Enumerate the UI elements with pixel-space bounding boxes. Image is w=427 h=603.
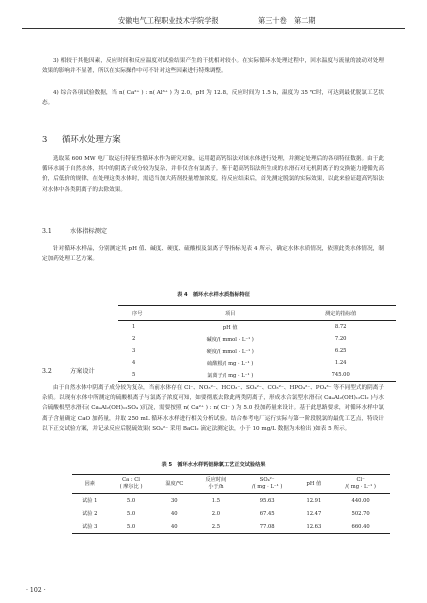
subsection-title: 水体指标测定 [70, 228, 108, 235]
paragraph-section-3-1: 针对循环水样品，分别测定其 pH 值、碱度、硬度、硫酸根及氯离子等指标见表 4 所示，确定水体水质情况，依照此类水体情况，制定加药处理工艺方案。 [42, 246, 384, 263]
section-number: 3 [42, 134, 48, 144]
section-3-heading [42, 133, 121, 145]
subsection-title: 方案设计 [70, 368, 95, 375]
running-head [0, 12, 427, 26]
issue-label: 第三十卷 第二期 [258, 16, 316, 25]
column-header: SO₄²⁻ /( mg · L⁻¹ ) [251, 477, 283, 490]
table-5 [72, 474, 390, 534]
table-cell: 氯离子/( mg · L⁻¹ ) [207, 372, 254, 379]
column-header: 温度/℃ [165, 480, 184, 487]
table-cell: 502.70 [351, 510, 370, 517]
table-cell: 2.5 [211, 523, 221, 530]
table-cell: pH 值 [222, 324, 238, 331]
table-cell: 1.24 [334, 360, 347, 366]
journal-name: 安徽电气工程职业技术学院学报 [118, 16, 219, 25]
paragraph-section-3: 选取某 600 MW 电厂取运行特征性循环水作为研究对象，运用超高钙铝法对该水体进行处理，并测定处理后的各项特征数据。由于此循环水属于自然水体，其中的阴离子成分较为复杂，并非仅含有氯离子。鉴于超高钙铝法所生成的水滑石对无机阴离子的交换能力遵循先高价，后低价的规律，在处理这类水体时，需适当加大药剂投量增加浓度。待反应结束后，首先测定脱氯的实际效果，以此来验证超高钙铝法对水体中各类阴离子的去除效果。 [42, 156, 384, 193]
table-4-caption: 表 4 循环水水样水质指标特征 [177, 292, 250, 298]
table-5-caption: 表 5 循环水水样钙铝除氯工艺正交试验结果 [161, 462, 266, 468]
section-title: 循环水处理方案 [62, 134, 121, 144]
column-header: Cl⁻ /( mg · L⁻¹ ) [345, 477, 376, 490]
header-rule [22, 28, 405, 29]
table-row [72, 507, 390, 520]
section-3-1-heading [42, 227, 107, 237]
table-cell: 745.00 [331, 372, 350, 378]
table-cell: 3 [132, 348, 136, 354]
table-cell: 95.63 [259, 497, 275, 504]
table-cell: 30 [170, 497, 178, 504]
column-header: pH 值 [306, 480, 322, 487]
table-row [118, 321, 396, 334]
column-header: 反应时间 小于/h [205, 477, 227, 490]
table-cell: 碱度/( mmol · L⁻¹ ) [206, 336, 254, 343]
table-cell: 5 [132, 372, 136, 378]
table-cell: 12.63 [306, 523, 322, 530]
table-row [118, 369, 396, 382]
table-cell: 8.72 [334, 324, 347, 330]
table-cell: 77.08 [259, 523, 275, 530]
table-cell: 1.5 [211, 497, 221, 504]
column-header: 测定的指标值 [325, 310, 357, 317]
table-cell: 12.47 [306, 510, 322, 517]
table-row [72, 494, 390, 508]
section-3-2-heading [42, 367, 95, 377]
column-header: 项目 [224, 310, 236, 317]
table-cell: 试验 1 [82, 498, 98, 504]
table-cell: 1 [132, 324, 136, 330]
column-header: 因素 [84, 480, 95, 487]
paragraph-conclusion-3: 3) 相较于其他因素，反应时间和反应温度对试验结果产生的干扰相对较小。在实际循环水处理过程中，回水温度与流量的波动对处理效果的影响并不显著，所以在实际操作中可不针对这些因素进行特殊调整。 [42, 58, 384, 75]
paragraph-conclusion-4: 4) 综合各项试验数据，当 n( Ca²⁺ ) : n( Al³⁺ ) 为 2.0，pH 为 12.8，反应时间为 1.5 h，温度为 35 ℃时，可达到最优脱氯工艺状态。 [42, 90, 384, 107]
paragraph-section-3-2: 由于自然水体中阴离子成分较为复杂，当前水体存在 Cl⁻、NO₃²⁻、HCO₃⁻、SO₄²⁻、CO₃²⁻、HPO₄²⁻、PO₄³⁻ 等不同型式的阴离子杂质。以现有水体中所测定的硫酸根离子与氯离子浓度可知，如要彻底去除此两类阴离子，形成水合氯型水滑石( CaₐAl₂(OH)₁₂Cl₂ )与水合硫酸根型水滑石( CaₐAl₂(OH)₁₂SO₄ )沉淀，需要按照 n( Ca²⁺ ) : n( Cl⁻ ) 为 5.0 投加药量来设计。基于此思路要求，对循环水样中氯离子含量确定 CaO 加药量，并取 250 mL 循环水水样进行相关分析试验。结合参考电厂运行实际与第一阶段脱氯的最优工艺点，特设计以下正交试验方案，并记录反应后脱硫效果( SO₄²⁻ 采用 BaCl₂ 滴定法测定法，小于 10 mg/L 数据为未检出 )如表 5 所示。 [42, 385, 384, 432]
table-4 [118, 305, 396, 382]
table-cell: 7.20 [334, 336, 347, 342]
table-cell: 试验 3 [82, 524, 98, 530]
table-cell: 4 [132, 360, 136, 366]
table-cell: 40 [170, 523, 178, 530]
table-cell: 硬度/( mmol · L⁻¹ ) [206, 348, 254, 355]
table-cell: 硫酸根/( mg · L⁻¹ ) [207, 360, 254, 367]
table-row [72, 520, 390, 534]
table-cell: 67.45 [259, 510, 275, 517]
column-header: Ca : Cl ( 摩尔比 ) [119, 477, 143, 490]
table-cell: 试验 2 [82, 511, 98, 517]
subsection-number: 3.1 [42, 228, 52, 235]
table-cell: 6.25 [334, 348, 347, 354]
table-header-row [72, 475, 390, 494]
table-cell: 5.0 [126, 523, 136, 530]
subsection-number: 3.2 [42, 368, 52, 375]
table-header-row [118, 306, 396, 321]
table-cell: 5.0 [126, 510, 136, 517]
table-cell: 40 [170, 510, 178, 517]
table-cell: 660.40 [351, 523, 370, 530]
page-number: · 102 · [26, 587, 46, 594]
table-row [118, 357, 396, 369]
table-cell: 5.0 [126, 497, 136, 504]
table-row [118, 333, 396, 345]
table-row [118, 345, 396, 357]
column-header: 序号 [132, 310, 143, 317]
table-cell: 2 [132, 336, 136, 342]
table-cell: 440.00 [351, 497, 370, 504]
table-cell: 12.91 [306, 497, 322, 504]
table-cell: 2.0 [211, 510, 221, 517]
